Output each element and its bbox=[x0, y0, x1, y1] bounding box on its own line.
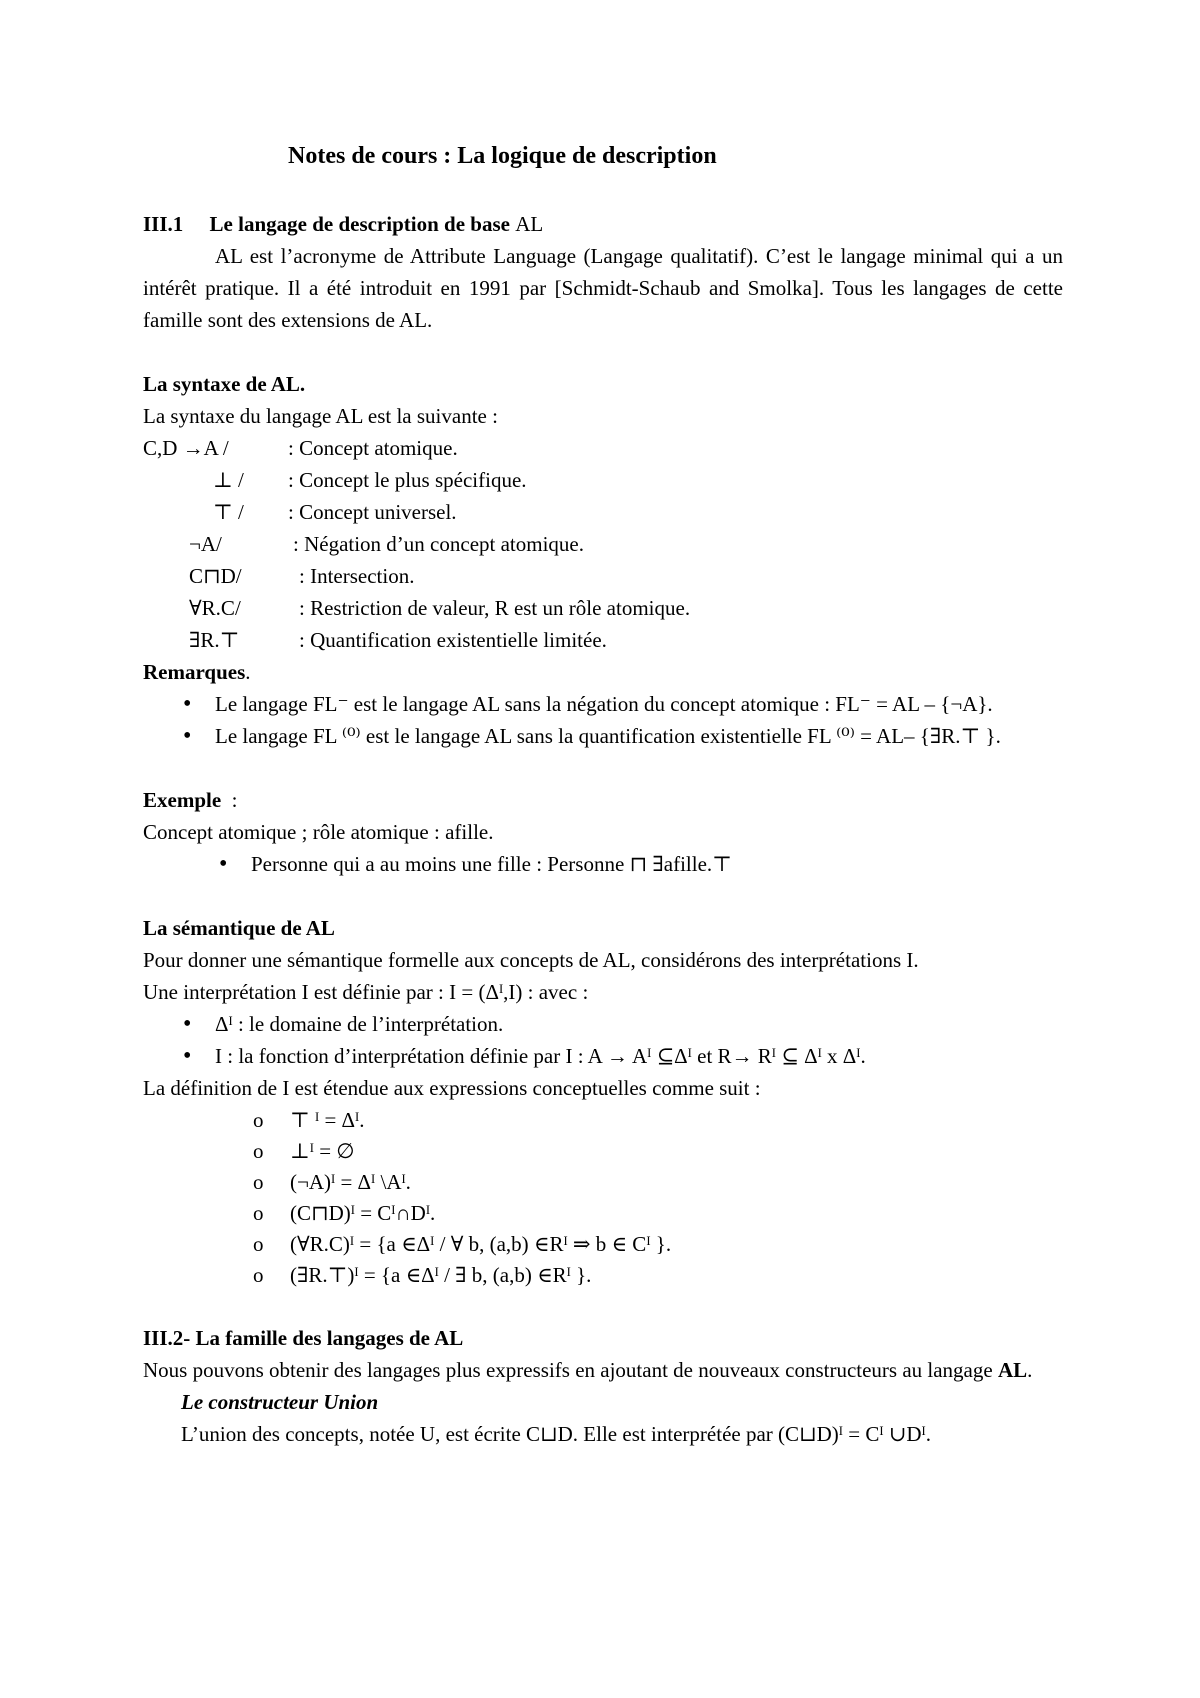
syntax-description: : Concept atomique. bbox=[288, 436, 458, 460]
semantics-heading: La sémantique de AL bbox=[143, 916, 335, 940]
syntax-symbol: ∃R.⊤ bbox=[189, 628, 240, 652]
syntax-description: : Quantification existentielle limitée. bbox=[299, 628, 607, 652]
list-item: o (∃R.⊤)ᴵ = {a ∈Δᴵ / ∃ b, (a,b) ∈Rᴵ }. bbox=[253, 1259, 1063, 1290]
page-title: Notes de cours : La logique de description bbox=[288, 143, 717, 169]
section-title-suffix: AL bbox=[515, 212, 544, 236]
list-item: • Personne qui a au moins une fille : Personne ⊓ ∃afille.⊤ bbox=[219, 848, 1063, 880]
syntax-description: : Concept universel. bbox=[288, 500, 457, 524]
list-item: o (¬A)ᴵ = Δᴵ \Aᴵ. bbox=[253, 1166, 1063, 1197]
list-item: o ⊥ᴵ = ∅ bbox=[253, 1135, 1063, 1166]
syntax-row bbox=[143, 528, 1063, 560]
syntax-description: : Restriction de valeur, R est un rôle atomique. bbox=[299, 596, 691, 620]
remarks-heading: Remarques bbox=[143, 660, 246, 684]
section-title: Le langage de description de base bbox=[209, 212, 510, 236]
remarks-list bbox=[143, 688, 1063, 752]
section2-bold: AL bbox=[997, 1358, 1028, 1382]
syntax-symbol: ⊤ / bbox=[213, 500, 244, 524]
example-list bbox=[143, 848, 1063, 880]
syntax-description: : Concept le plus spécifique. bbox=[288, 468, 527, 492]
example-heading-line bbox=[143, 784, 1063, 816]
syntax-symbol: ⊥ / bbox=[213, 468, 244, 492]
example-colon: : bbox=[231, 788, 238, 812]
intro-paragraph: AL est l’acronyme de Attribute Language (Langage qualitatif). C’est le langage minimal qui a un intérêt pratique. Il a été introduit en 1991 par [Schmidt-Schaub and Smolka]. Tous les langages de cette famille sont des extensions de AL. bbox=[143, 244, 1063, 332]
syntax-table bbox=[143, 432, 1063, 656]
syntax-row bbox=[143, 560, 1063, 592]
remarks-heading-line: Remarques. bbox=[143, 660, 251, 684]
example-line: Concept atomique ; rôle atomique : afille. bbox=[143, 820, 494, 844]
interpretation-rules bbox=[143, 1104, 1063, 1290]
semantics-paragraph-2: Une interprétation I est définie par : I = (Δᴵ,I) : avec : bbox=[143, 980, 589, 1004]
list-item: o ⊤ ᴵ = Δᴵ. bbox=[253, 1104, 1063, 1135]
syntax-symbol: C,D →A / bbox=[143, 436, 229, 460]
union-heading: Le constructeur Union bbox=[181, 1390, 379, 1414]
list-item: o (∀R.C)ᴵ = {a ∈Δᴵ / ∀ b, (a,b) ∈Rᴵ ⇒ b ∈ Cᴵ }. bbox=[253, 1228, 1063, 1259]
syntax-intro: La syntaxe du langage AL est la suivante : bbox=[143, 404, 498, 428]
semantics-paragraph-1: Pour donner une sémantique formelle aux concepts de AL, considérons des interprétations I. bbox=[143, 948, 919, 972]
syntax-symbol: ¬A/ bbox=[189, 532, 222, 556]
list-item: • Le langage FL ⁽⁰⁾ est le langage AL sans la quantification existentielle FL ⁽⁰⁾ = AL– {∃R.⊤ }. bbox=[183, 720, 1063, 752]
section-heading-III-1 bbox=[143, 208, 1063, 240]
syntax-row bbox=[143, 592, 1063, 624]
syntax-symbol: ∀R.C/ bbox=[189, 596, 241, 620]
syntax-description: : Négation d’un concept atomique. bbox=[293, 532, 584, 556]
union-text: L’union des concepts, notée U, est écrite C⊔D. Elle est interprétée par (C⊔D)ᴵ = Cᴵ ∪Dᴵ. bbox=[181, 1422, 931, 1446]
list-item: • Δᴵ : le domaine de l’interprétation. bbox=[183, 1008, 1063, 1040]
section2-paragraph bbox=[143, 1354, 1063, 1386]
list-item: • I : la fonction d’interprétation définie par I : A → Aᴵ ⊆Δᴵ et R→ Rᴵ ⊆ Δᴵ x Δᴵ. bbox=[183, 1040, 1063, 1072]
syntax-row bbox=[143, 432, 1063, 464]
syntax-row bbox=[143, 496, 1063, 528]
syntax-row bbox=[143, 624, 1063, 656]
section-number: III.1 bbox=[143, 212, 184, 236]
semantics-list bbox=[143, 1008, 1063, 1072]
example-heading: Exemple bbox=[143, 788, 222, 812]
list-item: o (C⊓D)ᴵ = Cᴵ∩Dᴵ. bbox=[253, 1197, 1063, 1228]
section2-text: Nous pouvons obtenir des langages plus expressifs en ajoutant de nouveaux constructeurs au langage bbox=[143, 1358, 998, 1382]
extension-intro: La définition de I est étendue aux expressions conceptuelles comme suit : bbox=[143, 1076, 761, 1100]
document-page bbox=[143, 140, 1063, 1450]
list-item: • Le langage FL⁻ est le langage AL sans la négation du concept atomique : FL⁻ = AL – {¬A}. bbox=[183, 688, 1063, 720]
syntax-symbol: C⊓D/ bbox=[189, 564, 242, 588]
syntax-description: : Intersection. bbox=[299, 564, 415, 588]
section-heading-III-2: III.2- La famille des langages de AL bbox=[143, 1326, 464, 1350]
syntax-heading: La syntaxe de AL. bbox=[143, 372, 306, 396]
syntax-row bbox=[143, 464, 1063, 496]
section2-text-end: . bbox=[1027, 1358, 1033, 1382]
